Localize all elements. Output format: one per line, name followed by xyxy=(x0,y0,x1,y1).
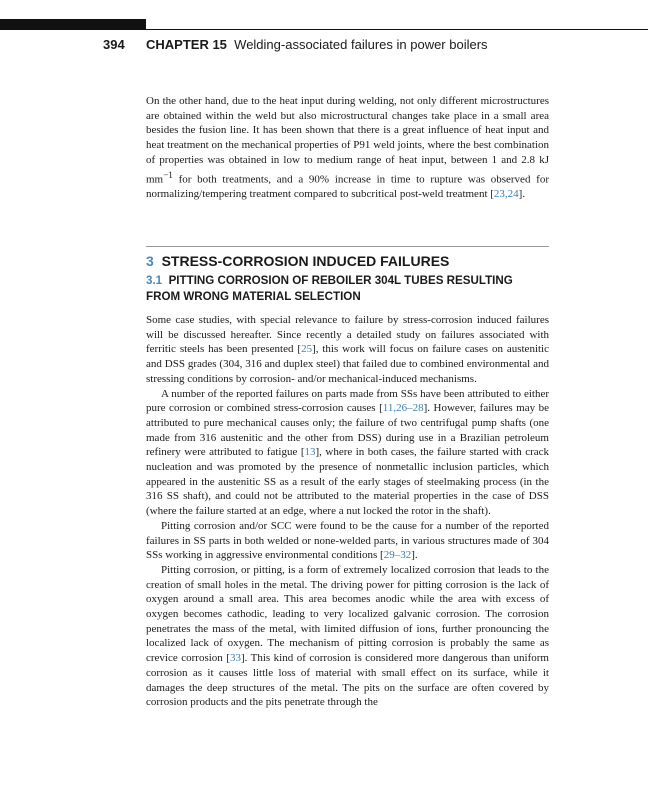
section-body xyxy=(146,313,549,710)
p1-text-2: ], this work will focus on failure cases on austenitic and DSS grades (304, 316 and duplex steel) that failed due to combined environmental and stressing conditions by corrosion- and/or mechanical-induced mechanisms. xyxy=(146,343,549,385)
intro-text-3: ]. xyxy=(518,187,526,200)
p3-text-1: Pitting corrosion and/or SCC were found to be the cause for a number of the reported failures in SS parts in both welded or none-welded parts, in various structures made of 304 SSs working in aggressive environmental conditions [ xyxy=(146,519,549,562)
paragraph-3 xyxy=(146,519,549,563)
paragraph-1 xyxy=(146,313,549,387)
subsection-number: 3.1 xyxy=(146,274,163,287)
citation-link[interactable]: 11,26–28 xyxy=(382,402,424,415)
chapter-label: CHAPTER 15 xyxy=(146,37,227,52)
subsection-title-line2: FROM WRONG MATERIAL SELECTION xyxy=(146,289,361,303)
page-number: 394 xyxy=(103,37,125,52)
p4-text-1: Pitting corrosion, or pitting, is a form of extremely localized corrosion that leads to the creation of small holes in the metal. The driving power for pitting corrosion is the lack of oxygen around a small area. This area becomes anodic while the area with excess of oxygen becomes cathodic, leading to very localized galvanic corrosion. The corrosion penetrates the mass of the metal, with limited diffusion of ions, further pronouncing the localized lack of oxygen. The mechanism of pitting corrosion is probably the same as crevice corrosion [ xyxy=(146,563,549,665)
subsection-heading xyxy=(146,273,549,304)
header-black-bar xyxy=(0,19,146,30)
p2-text-3: ], where in both cases, the failure started with crack nucleation and was promoted by the presence of nonmetallic inclusion particles, which appeared in the austenitic SS as a result of the early stages of steelmaking process (in the 316 SS shaft), and could not be attributed to the material properties in the case of DSS (where the failure started at an edge, where a nut locked the rotor in the shaft). xyxy=(146,446,550,518)
citation-link[interactable]: 25 xyxy=(301,343,313,356)
intro-text-2: for both treatments, and a 90% increase in time to rupture was observed for normalizing/tempering treatment compared to subcritical post-weld treatment [ xyxy=(146,173,549,200)
p2-text-1: A number of the reported failures on parts made from SSs have been attributed to either pure corrosion or combined stress-corrosion causes [ xyxy=(146,387,549,415)
chapter-title: Welding-associated failures in power boilers xyxy=(234,37,488,52)
chapter-heading xyxy=(146,36,488,54)
paragraph-2 xyxy=(146,387,549,519)
p3-text-2: ]. xyxy=(411,549,418,562)
intro-block xyxy=(146,94,549,202)
subsection-title-line1: PITTING CORROSION OF REBOILER 304L TUBES RESULTING xyxy=(168,274,513,287)
intro-text-1: On the other hand, due to the heat input during welding, not only different microstructures are obtained within the weld but also microstructural changes take place in a small area besides the fusion line. It has been shown that there is a great influence of heat input and heat treatment on the mechanical properties of P91 weld joints, where the best combination of properties was obtained in low to medium range of heat input, between 1 and 2.8 kJ mm xyxy=(146,95,549,186)
citation-link[interactable]: 33 xyxy=(229,652,241,665)
citation-link[interactable]: 23,24 xyxy=(493,187,519,200)
p1-text-1: Some case studies, with special relevance to failure by stress-corrosion induced failures will be discussed hereafter. Since recently a detailed study on failures associated with ferritic steels has been presented [ xyxy=(146,314,549,356)
superscript: −1 xyxy=(163,169,173,180)
running-header xyxy=(90,36,630,54)
citation-link[interactable]: 13 xyxy=(304,446,316,459)
section-heading xyxy=(146,252,549,270)
citation-link[interactable]: 29–32 xyxy=(383,549,412,562)
p2-text-2: ]. However, failures may be attributed to pure mechanical causes only; the failure of two centrifugal pump shafts (one made from 316 austenitic and the other from DSS) during use in a Brazilian petroleum refinery were attributed to fatigue [ xyxy=(146,402,549,459)
section-title: STRESS-CORROSION INDUCED FAILURES xyxy=(161,253,450,269)
p4-text-2: ]. This kind of corrosion is considered more dangerous than uniform corrosion as it causes little loss of material with small effect on its surface, while it damages the deep structures of the metal. The pits on the surface are often covered by corrosion products and the pits penetrate through the xyxy=(146,652,549,709)
section-number: 3 xyxy=(146,253,154,269)
paragraph-4 xyxy=(146,563,549,710)
header-rule xyxy=(146,29,648,30)
intro-paragraph xyxy=(146,94,549,202)
section-divider xyxy=(146,246,549,247)
